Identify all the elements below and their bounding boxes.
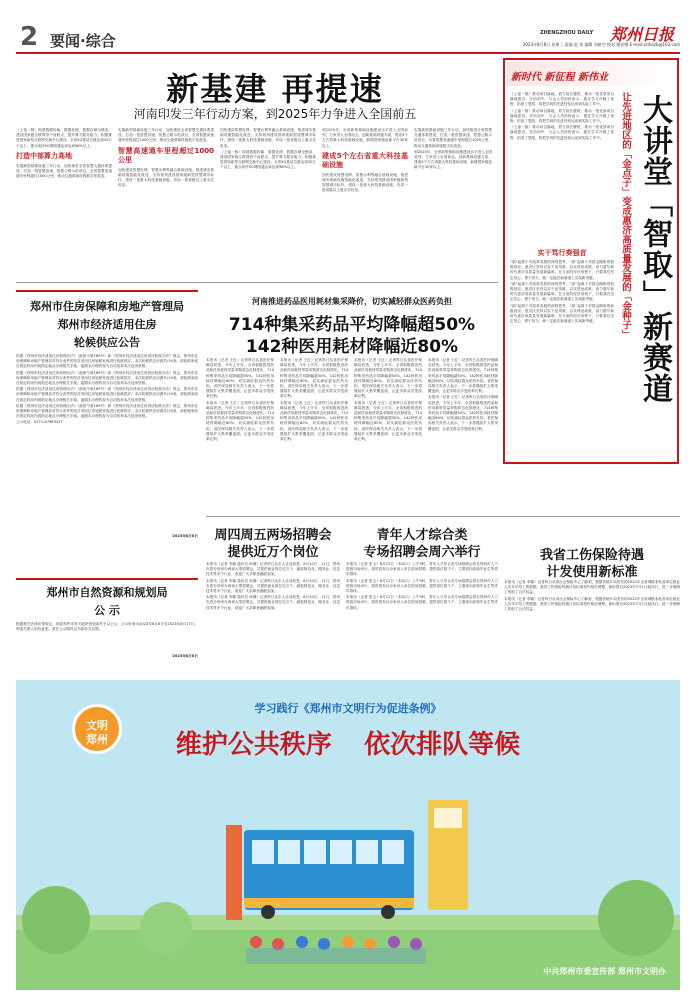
drugs-col-3: 本报讯（记者 王红）记者昨日从省医疗保障局获悉，今年上半年，全省积极推进药品和医用耗材带量采购常态化制度化，714种集采药品平均降幅超50%，142种医用耗材降幅近80%，切实减轻群众医药负担。省医保局相关负责人表示，下一步将继续扩大集采覆盖面，让更多群众享受改革红利。 本报讯（记者 王红）记者昨日从省医疗保障局获悉，今年上半年，全省积极推进药品和医用耗材带量采购常态化制度化，714种集采药品平均降幅超50%，142种医用耗材降幅近80%，切实减轻群众医药负担。省医保局相关负责人表示，下一步将继续扩大集采覆盖面，让更多群众享受改革红利。 [354, 358, 422, 442]
masthead [0, 0, 690, 50]
lead-divider [16, 282, 498, 283]
lead-col-4: 到2025年，全省新型基础设施建设水平进入全国前列，力争进入全国前五。创新基础设施方面，建成5个左右省重大科技基础设施，新增国家级创新平台30家以上。 建成5个左右省重大科技基础设施 加快建设智慧电网、智慧水利等融合基础设施，推进城市基础设施智能化改造，支持郑州建设国家级新型智慧城市标杆。建设一批重大科技基础设施，布局一批省级以上重点实验室。 [322, 128, 408, 193]
date-line: 2023年8月8日 星期二 责编 赵 伟 编辑 刘新宇 校对 谢安娜 E-mail:zzrbszb@163.com [522, 42, 680, 47]
housing-notice-title-3: 轮候供应公告 [74, 336, 140, 349]
paper-logo: 郑州日报 [610, 25, 675, 44]
housing-notice-date: 2023年8月8日 [172, 534, 198, 538]
ad-small-title: 学习践行《郑州市文明行为促进条例》 [254, 702, 442, 715]
insurance-headline-2: 计发使用新标准 [546, 565, 638, 580]
page-number: 2 [20, 22, 39, 52]
ad-badge-text-2: 郑州 [86, 733, 108, 746]
feature-banner [507, 62, 675, 86]
ad-badge [72, 704, 122, 754]
lead-subhead-3: 建成5个左右省重大科技基础设施 [322, 151, 408, 169]
drugs-col-4: 本报讯（记者 王红）记者昨日从省医疗保障局获悉，今年上半年，全省积极推进药品和医用耗材带量采购常态化制度化，714种集采药品平均降幅超50%，142种医用耗材降幅近80%，切实减轻群众医药负担。省医保局相关负责人表示，下一步将继续扩大集采覆盖面，让更多群众享受改革红利。 本报讯（记者 王红）记者昨日从省医疗保障局获悉，今年上半年，全省积极推进药品和医用耗材带量采购常态化制度化，714种集采药品平均降幅超50%，142种医用耗材降幅近80%，切实减轻群众医药负担。省医保局相关负责人表示，下一步将继续扩大集采覆盖面，让更多群众享受改革红利。 [428, 358, 498, 431]
drugs-col-2: 本报讯（记者 王红）记者昨日从省医疗保障局获悉，今年上半年，全省积极推进药品和医用耗材带量采购常态化制度化，714种集采药品平均降幅超50%，142种医用耗材降幅近80%，切实减轻群众医药负担。省医保局相关负责人表示，下一步将继续扩大集采覆盖面，让更多群众享受改革红利。 本报讯（记者 王红）记者昨日从省医疗保障局获悉，今年上半年，全省积极推进药品和医用耗材带量采购常态化制度化，714种集采药品平均降幅超50%，142种医用耗材降幅近80%，切实减轻群众医药负担。省医保局相关负责人表示，下一步将继续扩大集采覆盖面，让更多群众享受改革红利。 [280, 358, 348, 442]
insurance-headline-1: 我省工伤保险待遇 [539, 548, 644, 563]
lead-col-3: 加快建设智慧电网、智慧水利等融合基础设施，推进城市基础设施智能化改造，支持郑州建设国家级新型智慧城市标杆。建设一批重大科技基础设施，布局一批省级以上重点实验室。 （上接一版）构建数据传输、数据处理、数据存储全链条，建设国家级互联网骨干直联点，提升算力服务能力。积极推进国家新型互联网交换中心建设。全省5G基站总数达到20万个以上，重点场所5G网络通达率达到98%以上。 [220, 128, 316, 170]
drugs-headline-2: 142种医用耗材降幅近80% [245, 337, 459, 357]
paper-en: ZHENGZHOU DAILY [540, 30, 594, 36]
lead-subhead-2: 智慧高速通车里程超过1000公里 [118, 146, 214, 164]
ad-credit: 中共郑州市委宣传部 郑州市文明办 [543, 967, 666, 976]
civility-ad [16, 680, 680, 990]
drugs-headline-1: 714种集采药品平均降幅超50% [228, 315, 476, 335]
housing-notice-body: 依据《郑州市经济适用住房管理办法》（政府令第189号）和《郑州市经济适用住房供应轮候办法》规定，郑州市住房保障和房地产管理局对符合条件的经济适用住房轮候家庭进行轮候供应。本次轮候供应房源共计4套，请轮候家庭在规定时间内到指定地点办理相关手续。逾期未办理的视为自动放弃本次选房资格。 依据《郑州市经济适用住房管理办法》（政府令第189号）和《郑州市经济适用住房供应轮候办法》规定，郑州市住房保障和房地产管理局对符合条件的经济适用住房轮候家庭进行轮候供应。本次轮候供应房源共计4套，请轮候家庭在规定时间内到指定地点办理相关手续。逾期未办理的视为自动放弃本次选房资格。 依据《郑州市经济适用住房管理办法》（政府令第189号）和《郑州市经济适用住房供应轮候办法》规定，郑州市住房保障和房地产管理局对符合条件的经济适用住房轮候家庭进行轮候供应。本次轮候供应房源共计4套，请轮候家庭在规定时间内到指定地点办理相关手续。逾期未办理的视为自动放弃本次选房资格。 依据《郑州市经济适用住房管理办法》（政府令第189号）和《郑州市经济适用住房供应轮候办法》规定，郑州市住房保障和房地产管理局对符合条件的经济适用住房轮候家庭进行轮候供应。本次轮候供应房源共计4套，请轮候家庭在规定时间内到指定地点办理相关手续。逾期未办理的视为自动放弃本次选房资格。 公示电话：0371-67983317 [16, 354, 198, 425]
planning-notice-title-2: 公 示 [94, 604, 120, 617]
talent-body: 本报讯（记者 张玉）8月12日（本周六）上午9时，青年人才综合类专场招聘会将在郑州市人力资源市场举行，届时将有百余家用人单位进场招聘，提供岗位数千个，主要面向高校毕业生等青年群体。 本报讯（记者 张玉）8月12日（本周六）上午9时，青年人才综合类专场招聘会将在郑州市人力资源市场举行，届时将有百余家用人单位进场招聘，提供岗位数千个，主要面向高校毕业生等青年群体。 本报讯（记者 张玉）8月12日（本周六）上午9时，青年人才综合类专场招聘会将在郑州市人力资源市场举行，届时将有百余家用人单位进场招聘，提供岗位数千个，主要面向高校毕业生等青年群体。 [346, 562, 498, 610]
feature-body-1: （上接一版）推动项目落地，着力扬长避短，推动一批优质项目落地惠济。在培训中，与会人员纷纷表示，通过学习开阔了视野、拓宽了思路，将把学到的先进经验运用到实际工作中。 （上接一版）推动项目落地，着力扬长避短，推动一批优质项目落地惠济。在培训中，与会人员纷纷表示，通过学习开阔了视野、拓宽了思路，将把学到的先进经验运用到实际工作中。 （上接一版）推动项目落地，着力扬长避短，推动一批优质项目落地惠济。在培训中，与会人员纷纷表示，通过学习开阔了视野、拓宽了思路，将把学到的先进经验运用到实际工作中。 [510, 92, 614, 140]
lead-subhead-1: 打造中部算力高地 [16, 151, 72, 160]
masthead-rule [16, 52, 680, 54]
ad-slogan-left: 维护公共秩序 [175, 730, 332, 760]
ad-slogan [116, 724, 580, 761]
section-label: 要闻·综合 [50, 32, 116, 50]
talent-headline-1: 青年人才综合类 [376, 528, 468, 543]
jobs-headline-1: 周四周五两场招聘会 [214, 528, 332, 543]
insurance-body: 本报讯（记者 李娜）记者昨日从省社会保险中心了解到，根据省统计局发布的2022年全省城镇非私营单位就业人员年平均工资数据，我省工伤保险待遇计发标准将作相应调整，新标准自2023年7月1日起执行，进一步保障工伤职工合法权益。 本报讯（记者 李娜）记者昨日从省社会保险中心了解到，根据省统计局发布的2022年全省城镇非私营单位就业人员年平均工资数据，我省工伤保险待遇计发标准将作相应调整，新标准自2023年7月1日起执行，进一步保障工伤职工合法权益。 [504, 580, 680, 612]
ad-slogan-right: 依次排队等候 [364, 730, 521, 760]
drugs-col-1: 本报讯（记者 王红）记者昨日从省医疗保障局获悉，今年上半年，全省积极推进药品和医用耗材带量采购常态化制度化，714种集采药品平均降幅超50%，142种医用耗材降幅近80%，切实减轻群众医药负担。省医保局相关负责人表示，下一步将继续扩大集采覆盖面，让更多群众享受改革红利。 本报讯（记者 王红）记者昨日从省医疗保障局获悉，今年上半年，全省积极推进药品和医用耗材带量采购常态化制度化，714种集采药品平均降幅超50%，142种医用耗材降幅近80%，切实减轻群众医药负担。省医保局相关负责人表示，下一步将继续扩大集采覆盖面，让更多群众享受改革红利。 [206, 358, 274, 442]
mid-divider [206, 516, 680, 517]
ad-badge-text-1: 文明 [86, 719, 108, 732]
housing-notice-title-1: 郑州市住房保障和房地产管理局 [30, 300, 184, 313]
lead-col-5: 实施新型基础设施三年行动，加快推进全省智慧交通体系建设，打造一批智慧高速、智慧公路示范项目，全省智慧高速通车里程超过1000公里，推动交通基础设施数字化改造。 到2025年，全省新型基础设施建设水平进入全国前列，力争进入全国前五。创新基础设施方面，建成5个左右省重大科技基础设施，新增国家级创新平台30家以上。 [414, 128, 492, 170]
housing-notice-title-2: 郑州市经济适用住房 [57, 318, 157, 331]
talent-headline-2: 专场招聘会周六举行 [363, 545, 481, 560]
lead-col-2: 实施新型基础设施三年行动，加快推进全省智慧交通体系建设，打造一批智慧高速、智慧公路示范项目，全省智慧高速通车里程超过1000公里，推动交通基础设施数字化改造。 智慧高速通车里程超过1000公里 加快建设智慧电网、智慧水利等融合基础设施，推进城市基础设施智能化改造，支持郑州建设国家级新型智慧城市标杆。建设一批重大科技基础设施，布局一批省级以上重点实验室。 [118, 128, 214, 188]
feature-subhead: 实干笃行奏强音 [537, 249, 587, 257]
planning-notice [16, 578, 198, 672]
lead-col-1: （上接一版）构建数据传输、数据处理、数据存储全链条，建设国家级互联网骨干直联点，提升算力服务能力。积极推进国家新型互联网交换中心建设。全省5G基站总数达到20万个以上，重点场所5G网络通达率达到98%以上。 打造中部算力高地 实施新型基础设施三年行动，加快推进全省智慧交通体系建设，打造一批智慧高速、智慧公路示范项目，全省智慧高速通车里程超过1000公里，推动交通基础设施数字化改造。 [16, 128, 112, 179]
lead-subtitle: 河南印发三年行动方案，到2025年力争进入全国前五 [133, 107, 417, 121]
feature-vertical-title: 大讲堂「智取」新赛道 [637, 94, 672, 404]
planning-notice-date: 2023年8月8日 [172, 654, 198, 658]
drugs-kicker: 河南推进药品医用耗材集采降价，切实减轻群众医药负担 [252, 297, 452, 306]
feature-banner-text: 新时代 新征程 新伟业 [511, 72, 608, 83]
planning-notice-title-1: 郑州市自然资源和规划局 [46, 586, 168, 599]
planning-notice-body: 根据相关法律法规规定，现将郑州市有关地块规划条件予以公示，公示时间为2023年8月8日至2023年8月17日。利害关系人如有意见，请在公示期内以书面形式反馈。 [16, 622, 198, 632]
lead-title: 新基建 再提速 [166, 70, 384, 108]
jobs-body: 本报讯（记者 李娜 通讯员 孙静）记者昨日从市人社局获悉，8月10日、11日，郑州市将分别举办两场大型招聘会，共提供就业岗位近万个，涵盖制造业、服务业、信息技术等多个行业，欢迎广大求职者踊跃参加。 本报讯（记者 李娜 通讯员 孙静）记者昨日从市人社局获悉，8月10日、11日，郑州市将分别举办两场大型招聘会，共提供就业岗位近万个，涵盖制造业、服务业、信息技术等多个行业，欢迎广大求职者踊跃参加。 本报讯（记者 李娜 通讯员 孙静）记者昨日从市人社局获悉，8月10日、11日，郑州市将分别举办两场大型招聘会，共提供就业岗位近万个，涵盖制造业、服务业、信息技术等多个行业，欢迎广大求职者踊跃参加。 [206, 562, 340, 610]
housing-notice [16, 290, 198, 572]
jobs-headline-2: 提供近万个岗位 [227, 545, 319, 560]
feature-body-2: “那”起源于对改革发展的深刻思考，“那”起源于对群众期盼的积极回应。惠济区坚持以实干论英雄，以实绩论成败，奋力谱写新时代惠济高质量发展新篇章。在当前的经济形势下，只要我们坚定信心，勇于担当，就一定能在新赛道上实现新突破。 “那”起源于对改革发展的深刻思考，“那”起源于对群众期盼的积极回应。惠济区坚持以实干论英雄，以实绩论成败，奋力谱写新时代惠济高质量发展新篇章。在当前的经济形势下，只要我们坚定信心，勇于担当，就一定能在新赛道上实现新突破。 “那”起源于对改革发展的深刻思考，“那”起源于对群众期盼的积极回应。惠济区坚持以实干论英雄，以实绩论成败，奋力谱写新时代惠济高质量发展新篇章。在当前的经济形势下，只要我们坚定信心，勇于担当，就一定能在新赛道上实现新突破。 [510, 260, 614, 324]
feature-vertical-subtitle: 让先进地区的「金点子」变成惠济高质量发展的「金种子」 [620, 92, 631, 339]
